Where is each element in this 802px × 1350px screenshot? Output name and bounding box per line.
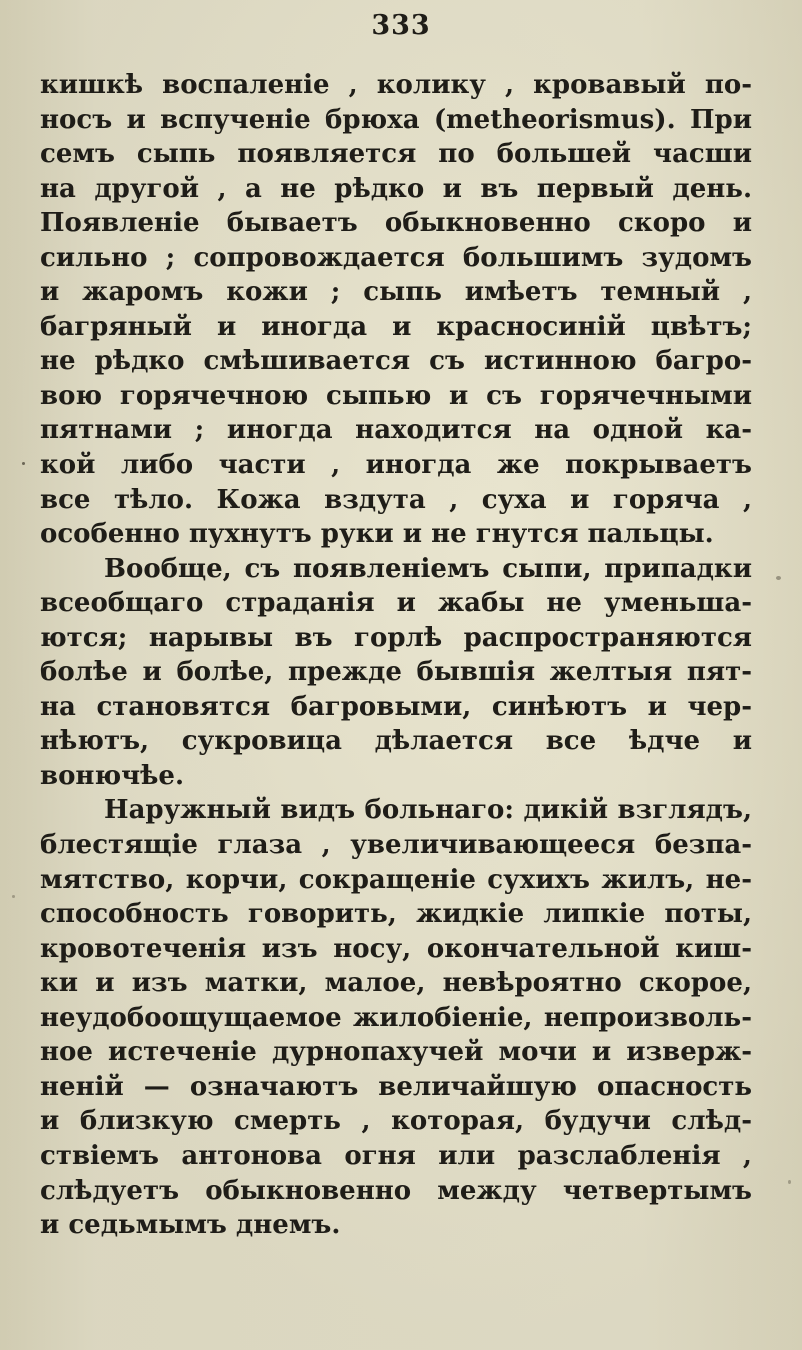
text-line: неудобоощущаемое жилобіеніе, непроизволь- <box>40 1002 752 1033</box>
text-line: неній — означаютъ величайшую опасность <box>40 1071 752 1102</box>
text-line: кровотеченія изъ носу, окончательной киш- <box>40 933 752 964</box>
text-line: на становятся багровыми, синѣютъ и чер- <box>40 691 752 722</box>
text-line: и седьмымъ днемъ. <box>40 1210 341 1241</box>
page-number: 333 <box>371 10 431 41</box>
text-line: ствіемъ антонова огня или разслабленія , <box>40 1140 752 1171</box>
paper-speck <box>22 462 25 465</box>
text-line: слѣдуетъ обыкновенно между четвертымъ <box>40 1175 752 1206</box>
text-line: и близкую смерть , которая, будучи слѣд- <box>40 1106 752 1137</box>
text-line: на другой , а не рѣдко и въ первый день. <box>40 173 752 204</box>
paper-speck <box>776 576 781 580</box>
text-line: мятство, корчи, сокращеніе сухихъ жилъ, не- <box>40 864 752 895</box>
text-line: вонючѣе. <box>40 760 185 791</box>
body-text <box>40 68 752 1243</box>
text-line: кишкѣ воспаленіе , колику , кровавый по- <box>40 70 752 100</box>
text-line: Появленіе бываетъ обыкновенно скоро и <box>40 208 752 239</box>
text-line: ки и изъ матки, малое, невѣроятно скорое, <box>40 968 752 999</box>
text-line: особенно пухнутъ руки и не гнутся пальцы. <box>40 519 714 550</box>
text-line: нѣютъ, сукровица дѣлается все ѣдче и <box>40 726 752 757</box>
text-line: не рѣдко смѣшивается съ истинною багро- <box>40 346 752 377</box>
paper-speck <box>788 1180 791 1184</box>
text-line: Вообще, съ появленіемъ сыпи, припадки <box>104 553 752 584</box>
text-line: кой либо части , иногда же покрываетъ <box>40 450 752 481</box>
text-line: ются; нарывы въ горлѣ распространяются <box>40 622 752 653</box>
text-line: пятнами ; иногда находится на одной ка- <box>40 415 752 446</box>
text-line: вою горячечною сыпью и съ горячечными <box>40 380 752 411</box>
paper-speck <box>12 895 15 898</box>
text-line: всеобщаго страданія и жабы не уменьша- <box>40 588 752 619</box>
text-line: способность говорить, жидкіе липкіе поты, <box>40 899 752 930</box>
text-line: ное истеченіе дурнопахучей мочи и изверж- <box>40 1037 752 1068</box>
text-line: и жаромъ кожи ; сыпь имѣетъ темный , <box>40 277 752 308</box>
text-line: сильно ; сопровождается большимъ зудомъ <box>40 242 752 273</box>
text-line: Наружный видъ больнаго: дикій взглядъ, <box>104 795 752 826</box>
text-line: носъ и вспученіе брюха (metheorismus). При <box>40 104 752 135</box>
text-line: все тѣло. Кожа вздута , суха и горяча , <box>40 484 752 515</box>
text-line: блестящіе глаза , увеличивающееся безпа- <box>40 830 752 861</box>
text-line: багряный и иногда и красносиній цвѣтъ; <box>40 311 752 342</box>
text-line: семъ сыпь появляется по большей часши <box>40 139 752 170</box>
text-line: болѣе и болѣе, прежде бывшія желтыя пят- <box>40 657 752 688</box>
